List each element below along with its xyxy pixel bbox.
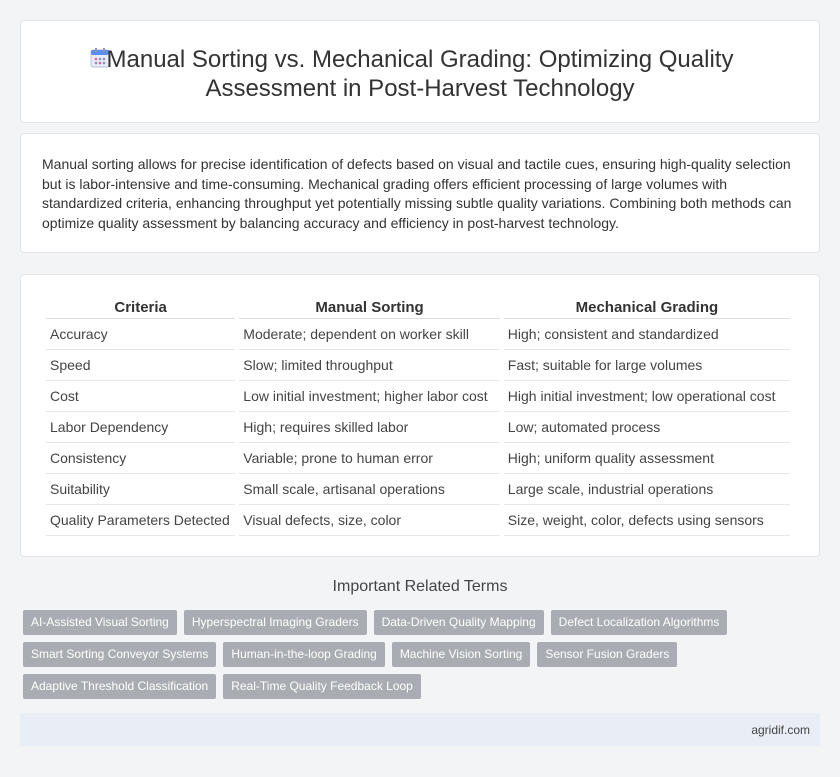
table-cell: Small scale, artisanal operations	[239, 474, 499, 505]
related-term-tag[interactable]: Sensor Fusion Graders	[537, 642, 677, 667]
table-header-row	[46, 297, 790, 319]
table-cell: Low initial investment; higher labor cost	[239, 381, 499, 412]
table-row	[46, 474, 790, 505]
table-row	[46, 412, 790, 443]
table-cell: Low; automated process	[504, 412, 790, 443]
table-cell: Speed	[46, 350, 235, 381]
table-cell: High; uniform quality assessment	[504, 443, 790, 474]
related-term-tag[interactable]: Human-in-the-loop Grading	[223, 642, 384, 667]
table-row	[46, 381, 790, 412]
related-terms-heading: Important Related Terms	[332, 578, 508, 595]
table-cell: Variable; prone to human error	[239, 443, 499, 474]
comparison-table	[42, 297, 794, 536]
comparison-table-card	[20, 274, 820, 557]
table-cell: Cost	[46, 381, 235, 412]
table-cell: Consistency	[46, 443, 235, 474]
footer-bar	[20, 713, 820, 746]
table-cell: Size, weight, color, defects using sensors	[504, 505, 790, 536]
related-term-tag[interactable]: Defect Localization Algorithms	[551, 610, 728, 635]
header-criteria: Criteria	[46, 297, 235, 319]
header-mechanical-grading: Mechanical Grading	[504, 297, 790, 319]
table-cell: Slow; limited throughput	[239, 350, 499, 381]
header-manual-sorting: Manual Sorting	[239, 297, 499, 319]
related-term-tag[interactable]: Smart Sorting Conveyor Systems	[23, 642, 216, 667]
summary-text: Manual sorting allows for precise identification of defects based on visual and tactile cues, ensuring high-quality selection but is labor-intensive and time-consuming. Mechanical grading offers efficient processing of large volumes with standardized criteria, enhancing throughput yet potentially missing subtle quality variations. Combining both methods can optimize quality assessment by balancing accuracy and efficiency in post-harvest technology.	[42, 156, 792, 231]
related-terms-list	[23, 610, 743, 699]
table-cell: High initial investment; low operational cost	[504, 381, 790, 412]
table-cell: Accuracy	[46, 319, 235, 350]
table-cell: Moderate; dependent on worker skill	[239, 319, 499, 350]
related-term-tag[interactable]: Hyperspectral Imaging Graders	[184, 610, 367, 635]
table-cell: Quality Parameters Detected	[46, 505, 235, 536]
table-cell: High; requires skilled labor	[239, 412, 499, 443]
table-cell: High; consistent and standardized	[504, 319, 790, 350]
table-cell: Large scale, industrial operations	[504, 474, 790, 505]
table-cell: Visual defects, size, color	[239, 505, 499, 536]
title-card	[20, 20, 820, 123]
footer-site-link[interactable]: agridif.com	[751, 723, 810, 737]
table-row	[46, 505, 790, 536]
related-term-tag[interactable]: Real-Time Quality Feedback Loop	[223, 674, 421, 699]
table-row	[46, 443, 790, 474]
table-row	[46, 350, 790, 381]
table-cell: Fast; suitable for large volumes	[504, 350, 790, 381]
related-term-tag[interactable]: AI-Assisted Visual Sorting	[23, 610, 177, 635]
table-cell: Suitability	[46, 474, 235, 505]
table-cell: Labor Dependency	[46, 412, 235, 443]
related-term-tag[interactable]: Data-Driven Quality Mapping	[374, 610, 544, 635]
related-term-tag[interactable]: Machine Vision Sorting	[392, 642, 531, 667]
page-title: Manual Sorting vs. Mechanical Grading: Optimizing Quality Assessment in Post-Harvest Technology	[106, 46, 734, 102]
related-term-tag[interactable]: Adaptive Threshold Classification	[23, 674, 216, 699]
table-row	[46, 319, 790, 350]
summary-card	[20, 133, 820, 253]
